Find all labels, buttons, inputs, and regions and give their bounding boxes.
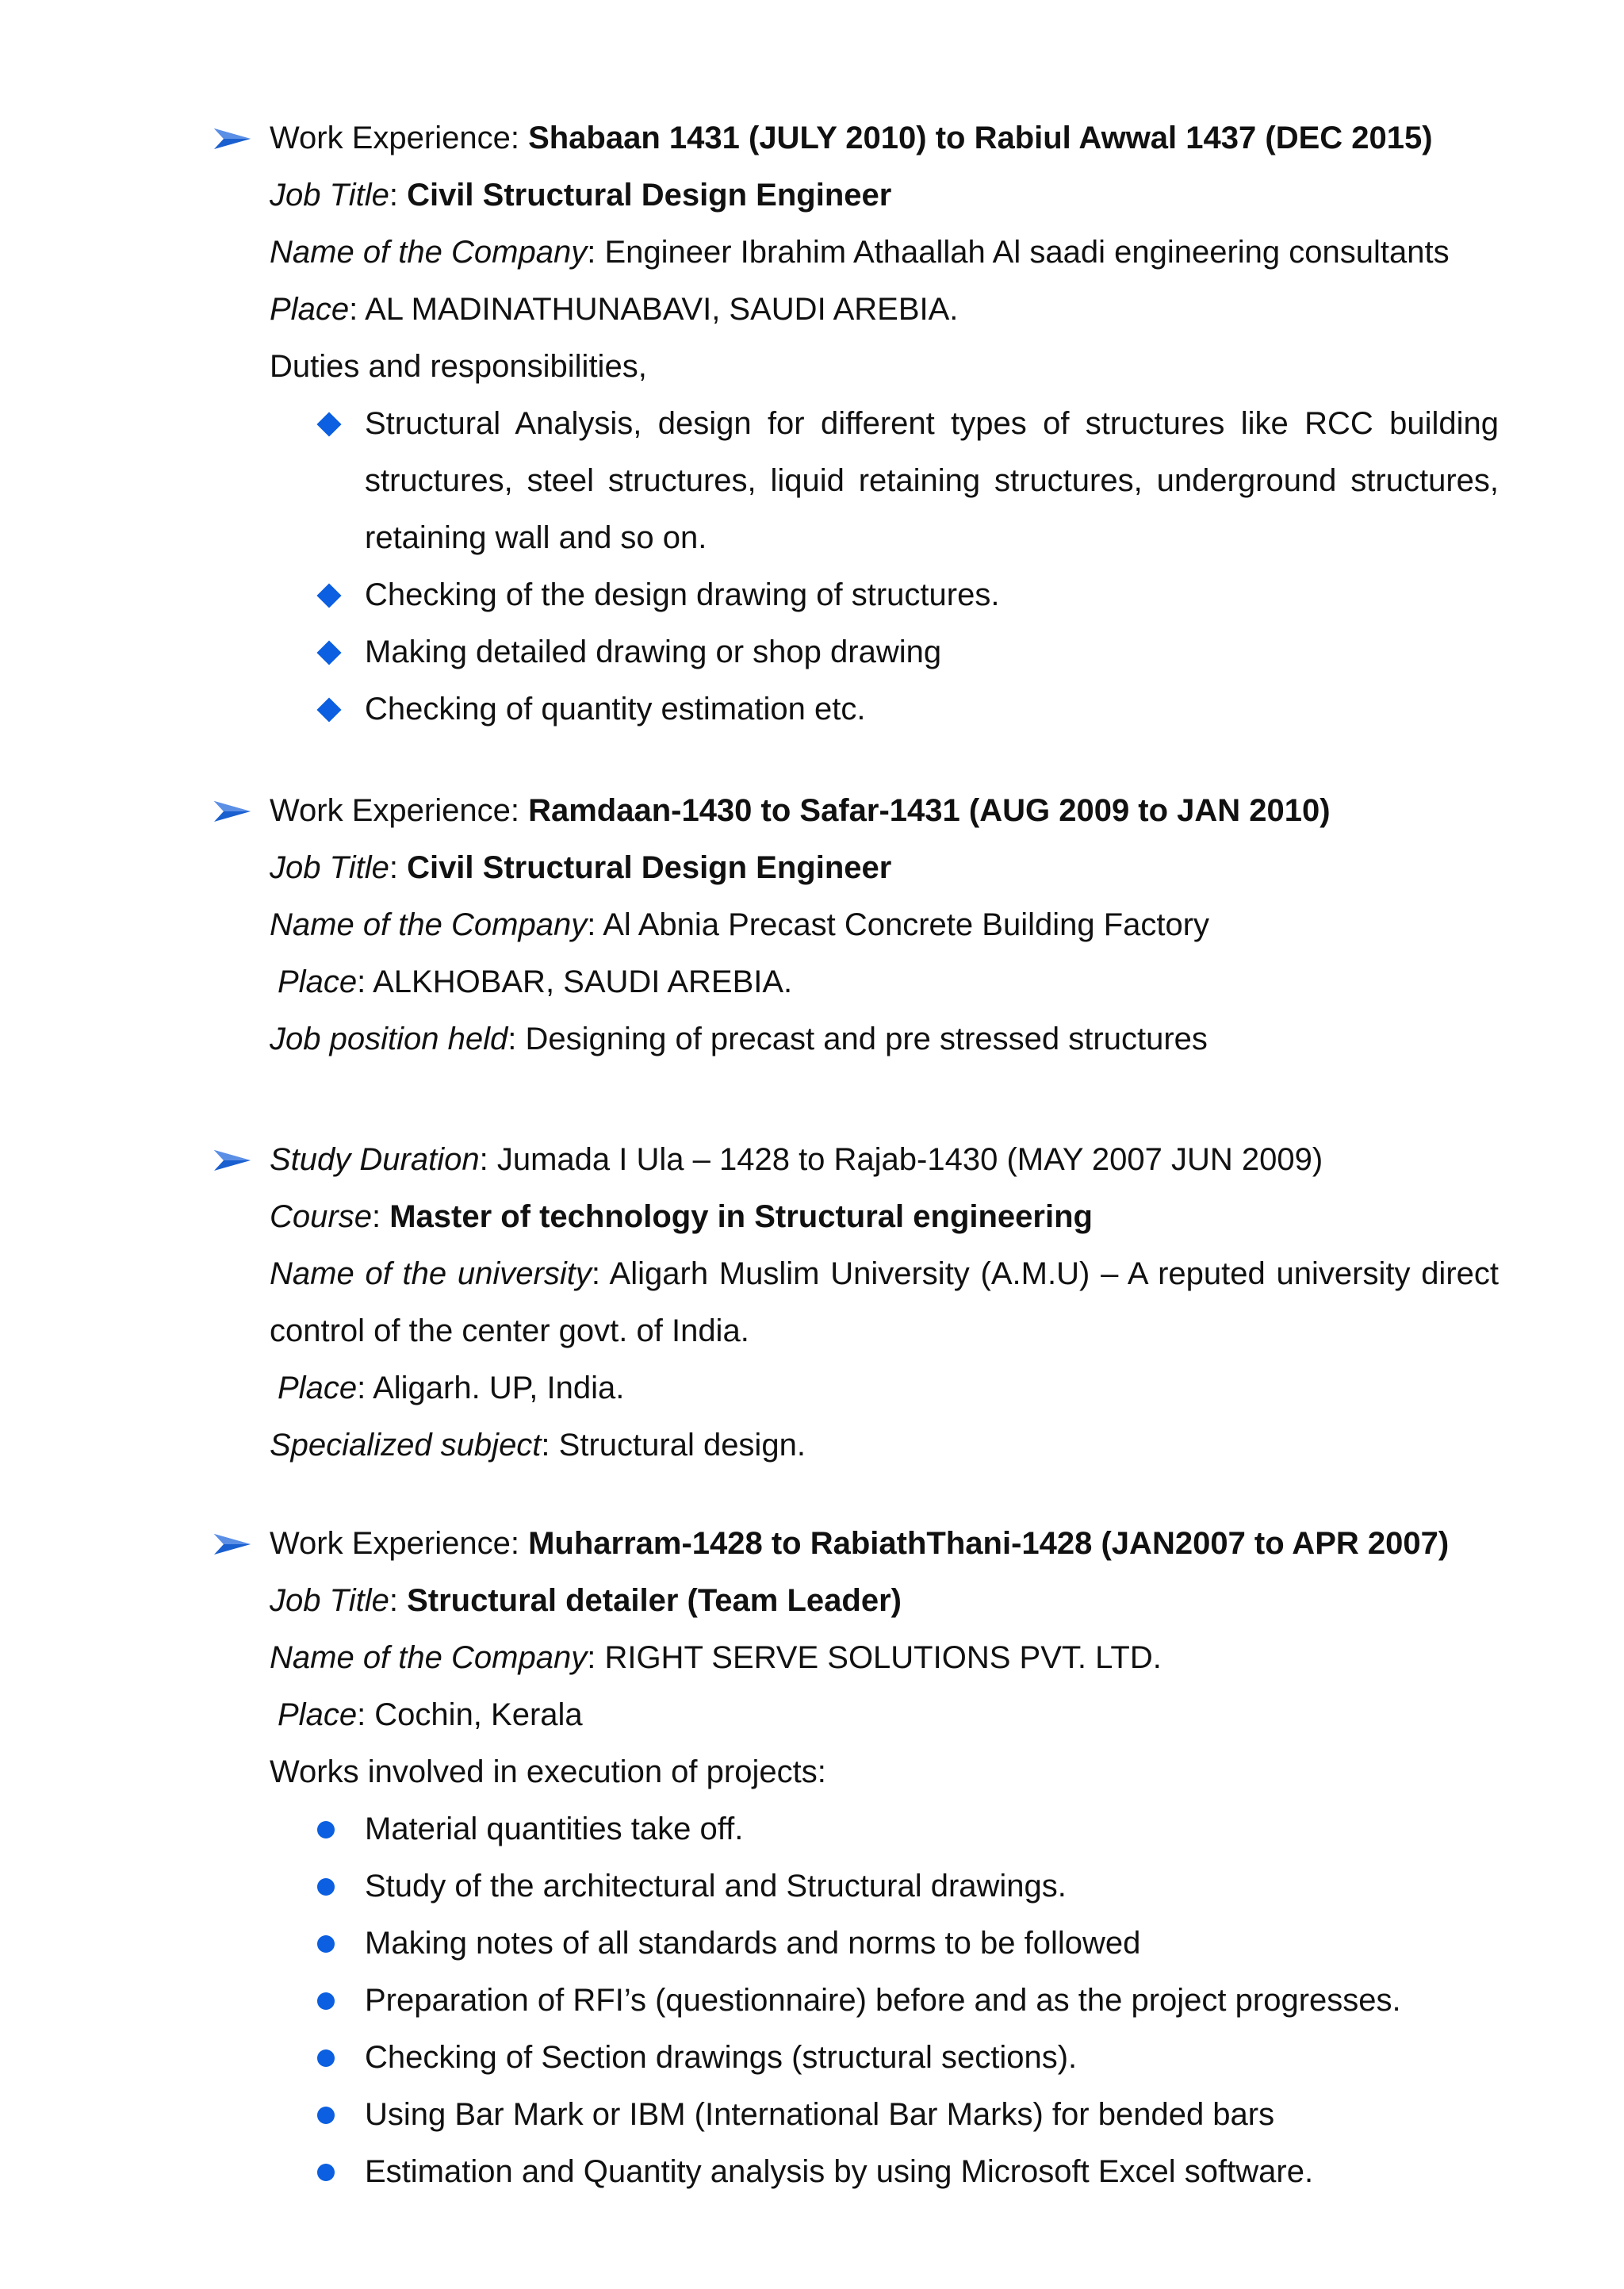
course-label: Course bbox=[270, 1199, 372, 1234]
work-text: Using Bar Mark or IBM (International Bar Marks) for bended bars bbox=[365, 2097, 1275, 2132]
job-title-line: Job Title: Civil Structural Design Engineer bbox=[270, 850, 892, 885]
place-value: Aligarh. UP, India. bbox=[373, 1371, 625, 1405]
company-line: Name of the Company: Engineer Ibrahim Athaallah Al saadi engineering consultants bbox=[270, 235, 1450, 270]
work-text: Preparation of RFI’s (questionnaire) before and as the project progresses. bbox=[365, 1983, 1401, 2018]
diamond-bullet-icon bbox=[316, 583, 341, 608]
job-title-value: Civil Structural Design Engineer bbox=[407, 850, 892, 885]
place-label: Place bbox=[270, 292, 350, 327]
place-line: Place: Cochin, Kerala bbox=[278, 1697, 583, 1732]
company-label: Name of the Company bbox=[270, 235, 588, 270]
experience-section-3 bbox=[214, 1515, 1499, 2200]
work-item bbox=[317, 1858, 1499, 1915]
study-line: Study Duration: Jumada I Ula – 1428 to Rajab-1430 (MAY 2007 JUN 2009) bbox=[214, 1131, 1499, 1188]
place-value: ALKHOBAR, SAUDI AREBIA. bbox=[373, 964, 793, 999]
round-bullet-icon bbox=[317, 1935, 335, 1953]
company-value: RIGHT SERVE SOLUTIONS PVT. LTD. bbox=[604, 1640, 1162, 1675]
subject-label: Specialized subject bbox=[270, 1428, 542, 1463]
arrow-head-icon bbox=[214, 128, 251, 149]
company-value: Al Abnia Precast Concrete Building Factory bbox=[603, 907, 1210, 942]
experience-dates: Muharram-1428 to RabiathThani-1428 (JAN2007 to APR 2007) bbox=[528, 1526, 1450, 1561]
place-line: Place: ALKHOBAR, SAUDI AREBIA. bbox=[278, 964, 793, 999]
company-label: Name of the Company bbox=[270, 1640, 588, 1675]
company-line: Name of the Company: RIGHT SERVE SOLUTIONS PVT. LTD. bbox=[270, 1640, 1162, 1675]
experience-dates: Shabaan 1431 (JULY 2010) to Rabiul Awwal 1437 (DEC 2015) bbox=[528, 121, 1433, 155]
company-value: Engineer Ibrahim Athaallah Al saadi engineering consultants bbox=[604, 235, 1450, 270]
study-section bbox=[214, 1131, 1499, 1474]
experience-line bbox=[214, 782, 1499, 839]
round-bullet-icon bbox=[317, 2107, 335, 2124]
place-value: AL MADINATHUNABAVI, SAUDI AREBIA. bbox=[365, 292, 959, 327]
diamond-bullet-icon bbox=[316, 640, 341, 665]
place-value: Cochin, Kerala bbox=[374, 1697, 583, 1732]
job-title-line: Job Title: Structural detailer (Team Leader) bbox=[270, 1583, 902, 1618]
duty-item bbox=[317, 395, 1499, 566]
place-label: Place bbox=[278, 964, 358, 999]
diamond-bullet-icon bbox=[316, 697, 341, 722]
job-title-value: Civil Structural Design Engineer bbox=[407, 178, 892, 213]
university-line: Name of the university: Aligarh Muslim University (A.M.U) – A reputed university direct control of the center govt. of India. bbox=[270, 1256, 1500, 1348]
company-label: Name of the Company bbox=[270, 907, 588, 942]
course-value: Master of technology in Structural engineering bbox=[389, 1199, 1093, 1234]
experience-line bbox=[214, 109, 1499, 167]
work-item bbox=[317, 2143, 1499, 2200]
place-line: Place: Aligarh. UP, India. bbox=[278, 1371, 625, 1405]
experience-label: Work Experience: bbox=[270, 1526, 529, 1561]
arrow-head-icon bbox=[214, 1534, 251, 1555]
round-bullet-icon bbox=[317, 2049, 335, 2067]
job-title-value: Structural detailer (Team Leader) bbox=[407, 1583, 902, 1618]
duty-text: Checking of quantity estimation etc. bbox=[365, 692, 866, 727]
round-bullet-icon bbox=[317, 2164, 335, 2181]
duty-item bbox=[317, 566, 1499, 623]
work-item bbox=[317, 1972, 1499, 2029]
work-item bbox=[317, 2029, 1499, 2086]
university-value: Aligarh Muslim University (A.M.U) – A reputed university direct control of the center govt. of India. bbox=[270, 1256, 1500, 1348]
work-text: Study of the architectural and Structural drawings. bbox=[365, 1869, 1067, 1904]
work-text: Checking of Section drawings (structural sections). bbox=[365, 2040, 1078, 2075]
duty-item bbox=[317, 681, 1499, 738]
duty-text: Checking of the design drawing of structures. bbox=[365, 577, 1000, 612]
works-list bbox=[214, 1800, 1499, 2200]
work-item bbox=[317, 1800, 1499, 1858]
round-bullet-icon bbox=[317, 1821, 335, 1838]
experience-section-2 bbox=[214, 782, 1499, 1068]
round-bullet-icon bbox=[317, 1992, 335, 2010]
duties-heading: Duties and responsibilities, bbox=[270, 349, 647, 384]
job-title-label: Job Title bbox=[270, 850, 389, 885]
experience-section-1 bbox=[214, 109, 1499, 738]
experience-label: Work Experience: bbox=[270, 793, 529, 828]
work-text: Making notes of all standards and norms to be followed bbox=[365, 1926, 1141, 1961]
diamond-bullet-icon bbox=[316, 412, 341, 436]
study-label: Study Duration bbox=[270, 1142, 480, 1177]
arrow-head-icon bbox=[214, 1150, 251, 1171]
work-text: Material quantities take off. bbox=[365, 1812, 744, 1846]
work-text: Estimation and Quantity analysis by using Microsoft Excel software. bbox=[365, 2154, 1314, 2189]
work-item bbox=[317, 1915, 1499, 1972]
university-label: Name of the university bbox=[270, 1256, 592, 1291]
duties-list bbox=[214, 395, 1499, 738]
arrow-head-icon bbox=[214, 801, 251, 822]
job-title-label: Job Title bbox=[270, 178, 389, 213]
duty-text: Structural Analysis, design for different types of structures like RCC building structures, steel structures, liquid retaining structures, underground structures, retaining wall and so on. bbox=[365, 406, 1499, 555]
place-label: Place bbox=[278, 1371, 358, 1405]
place-label: Place bbox=[278, 1697, 358, 1732]
experience-line bbox=[214, 1515, 1499, 1572]
duty-item bbox=[317, 623, 1499, 681]
course-line: Course: Master of technology in Structural engineering bbox=[270, 1199, 1093, 1234]
position-label: Job position held bbox=[270, 1022, 508, 1056]
experience-dates: Ramdaan-1430 to Safar-1431 (AUG 2009 to JAN 2010) bbox=[528, 793, 1331, 828]
company-line: Name of the Company: Al Abnia Precast Concrete Building Factory bbox=[270, 907, 1210, 942]
round-bullet-icon bbox=[317, 1878, 335, 1896]
job-title-line: Job Title: Civil Structural Design Engineer bbox=[270, 178, 892, 213]
duty-text: Making detailed drawing or shop drawing bbox=[365, 635, 942, 669]
work-item bbox=[317, 2086, 1499, 2143]
subject-line: Specialized subject: Structural design. bbox=[270, 1428, 806, 1463]
study-value: Jumada I Ula – 1428 to Rajab-1430 (MAY 2007 JUN 2009) bbox=[496, 1142, 1323, 1177]
experience-label: Work Experience: bbox=[270, 121, 529, 155]
position-value: Designing of precast and pre stressed structures bbox=[525, 1022, 1208, 1056]
job-title-label: Job Title bbox=[270, 1583, 389, 1618]
works-heading: Works involved in execution of projects: bbox=[270, 1754, 826, 1789]
subject-value: Structural design. bbox=[558, 1428, 806, 1463]
position-line: Job position held: Designing of precast and pre stressed structures bbox=[270, 1022, 1208, 1056]
place-line: Place: AL MADINATHUNABAVI, SAUDI AREBIA. bbox=[270, 292, 959, 327]
